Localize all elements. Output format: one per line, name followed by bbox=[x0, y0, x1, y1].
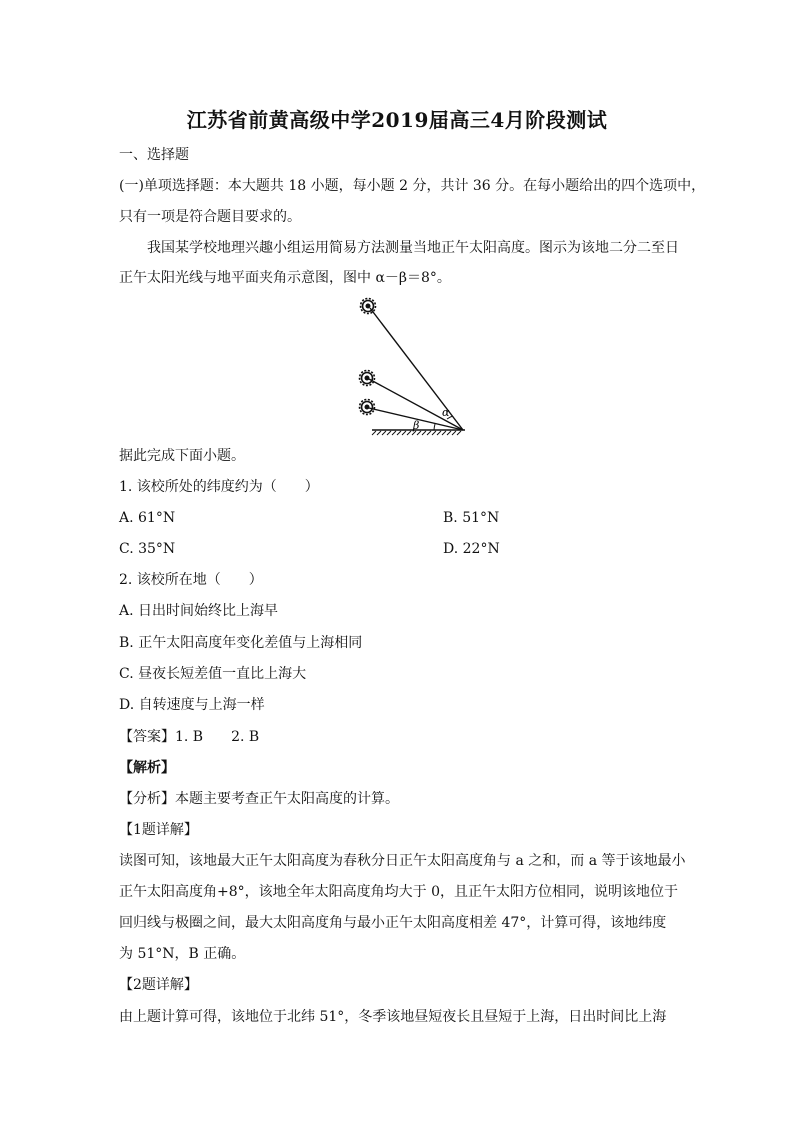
detail-2-line-1: 由上题计算可得，该地位于北纬 51°，冬季该地昼短夜长且昼短于上海，日出时间比上海 bbox=[119, 1009, 667, 1025]
instruction-line-2: 只有一项是符合题目要求的。 bbox=[119, 209, 301, 225]
detail-1-heading: 【1题详解】 bbox=[119, 822, 198, 838]
beta-arc bbox=[434, 424, 435, 430]
q2-option-a: A. 日出时间始终比上海早 bbox=[119, 603, 279, 619]
detail-1-line-4: 为 51°N，B 正确。 bbox=[119, 946, 246, 962]
alpha-label: α bbox=[442, 406, 450, 419]
detail-1-line-2: 正午太阳高度角+8°，该地全年太阳高度角均大于 0，且正午太阳方位相同，说明该地位于 bbox=[119, 884, 678, 900]
q1-option-d: D. 22°N bbox=[443, 541, 500, 557]
detail-1-line-3: 回归线与极圈之间，最大太阳高度角与最小正午太阳高度相差 47°，计算可得，该地纬度 bbox=[119, 915, 667, 931]
question-2: 2. 该校所在地（ ） bbox=[119, 572, 263, 588]
sun-angle-figure bbox=[350, 292, 480, 440]
detail-1-line-1: 读图可知，该地最大正午太阳高度为春秋分日正午太阳高度角与 a 之和，而 a 等于该地最小 bbox=[119, 853, 686, 869]
q1-option-a: A. 61°N bbox=[119, 510, 176, 526]
detail-2-heading: 【2题详解】 bbox=[119, 977, 198, 993]
q2-option-c: C. 昼夜长短差值一直比上海大 bbox=[119, 666, 307, 682]
answer-line: 【答案】1. B 2. B bbox=[119, 729, 260, 745]
q1-option-c: C. 35°N bbox=[119, 541, 176, 557]
q2-option-d: D. 自转速度与上海一样 bbox=[119, 697, 265, 713]
stem-line-2: 正午太阳光线与地平面夹角示意图，图中 α－β＝8°。 bbox=[119, 270, 451, 286]
question-1: 1. 该校所处的纬度约为（ ） bbox=[119, 479, 319, 495]
page-title: 江苏省前黄高级中学2019届高三4月阶段测试 bbox=[186, 108, 608, 132]
sun-icon bbox=[360, 400, 375, 415]
stem-line-1: 我国某学校地理兴趣小组运用简易方法测量当地正午太阳高度。图示为该地二分二至日 bbox=[147, 240, 679, 256]
beta-label: β bbox=[413, 419, 420, 432]
q2-option-b: B. 正午太阳高度年变化差值与上海相同 bbox=[119, 635, 363, 651]
q1-option-b: B. 51°N bbox=[443, 510, 500, 526]
sun-icon bbox=[360, 371, 375, 386]
instruction-line-1: (一)单项选择题：本大题共 18 小题，每小题 2 分，共计 36 分。在每小题给出的四个选项中， bbox=[119, 178, 706, 194]
prompt-text: 据此完成下面小题。 bbox=[119, 448, 245, 464]
analysis-intro: 【分析】本题主要考查正午太阳高度的计算。 bbox=[119, 791, 399, 807]
section-heading: 一、选择题 bbox=[119, 147, 189, 163]
analysis-heading: 【解析】 bbox=[119, 760, 175, 776]
